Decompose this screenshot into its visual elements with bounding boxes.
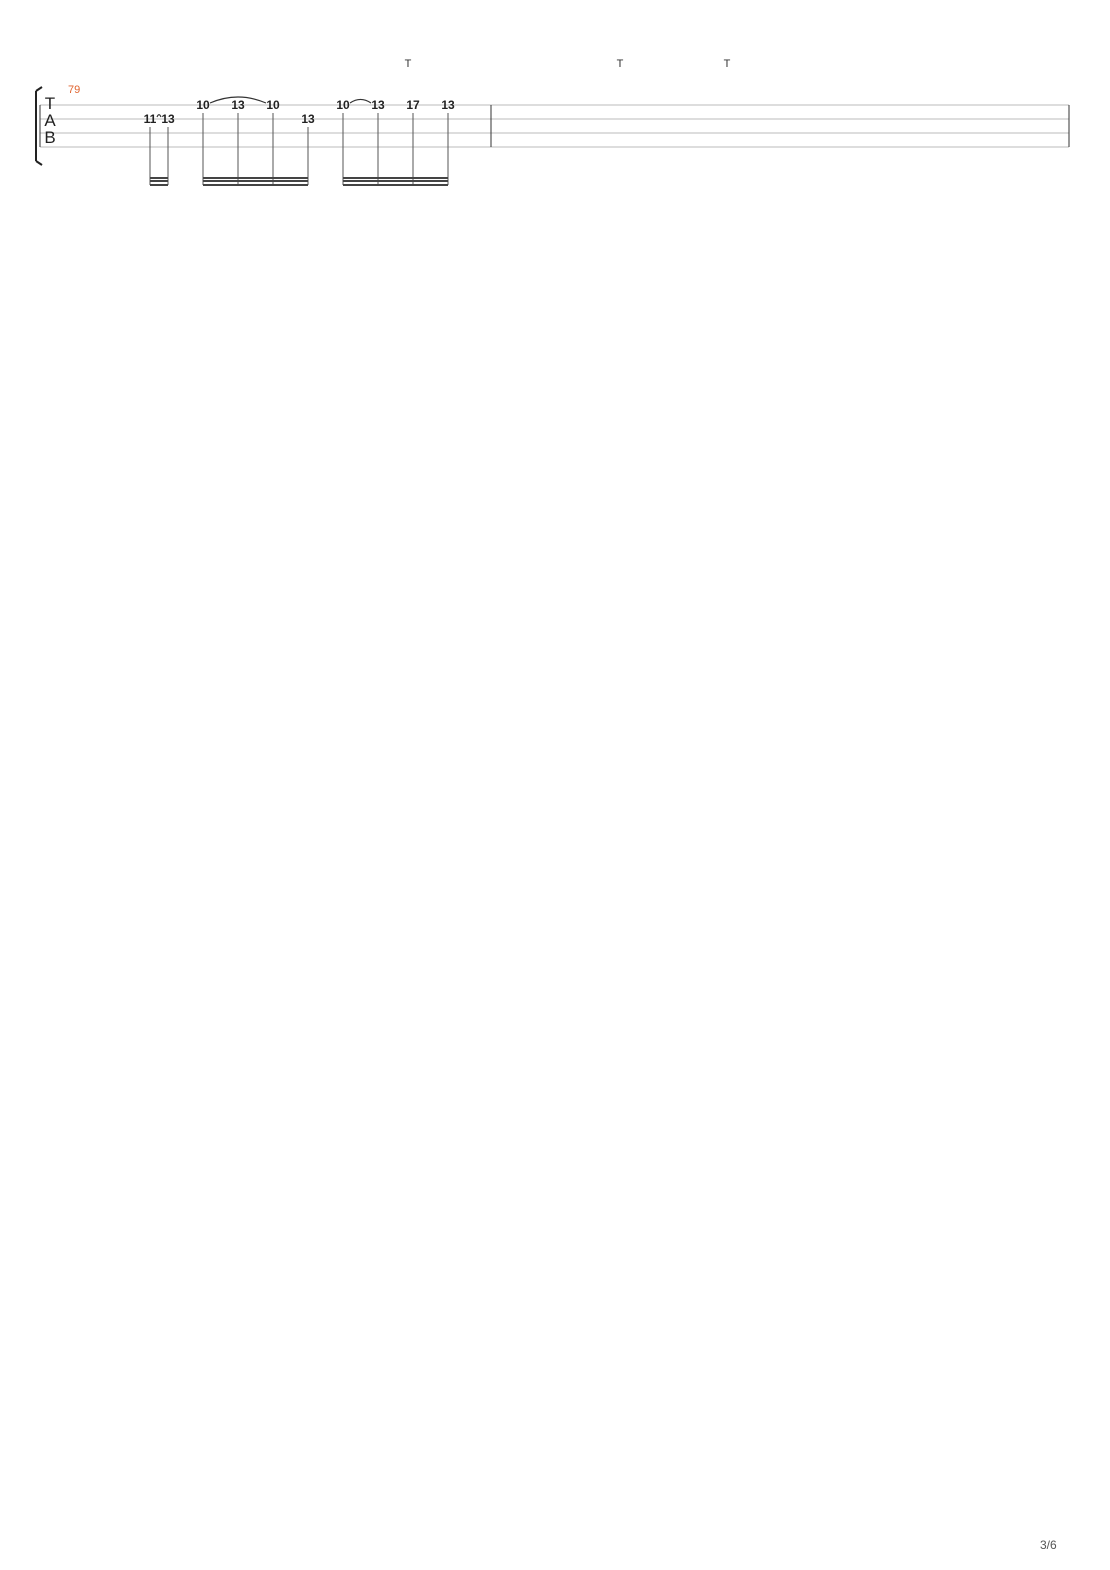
slur <box>157 115 161 117</box>
tab-clef-letter: T <box>44 94 56 113</box>
slur <box>350 99 371 103</box>
fret-number: 10 <box>336 98 350 112</box>
tab-system <box>40 105 1069 147</box>
fret-number: 17 <box>406 98 420 112</box>
tap-mark: T <box>723 58 731 70</box>
fret-number: 13 <box>371 98 385 112</box>
tap-mark: T <box>616 58 624 70</box>
fret-number: 13 <box>441 98 455 112</box>
tab-clef-letter: B <box>44 128 56 147</box>
fret-number: 10 <box>266 98 280 112</box>
measure-number: 79 <box>68 84 81 96</box>
tap-mark: T <box>404 58 412 70</box>
page-number: 3/6 <box>1040 1538 1057 1552</box>
fret-number: 11 <box>143 112 157 126</box>
fret-number: 13 <box>301 112 315 126</box>
tab-clef-letter: A <box>44 111 56 130</box>
fret-number: 13 <box>231 98 245 112</box>
fret-number: 13 <box>161 112 175 126</box>
fret-number: 10 <box>196 98 210 112</box>
